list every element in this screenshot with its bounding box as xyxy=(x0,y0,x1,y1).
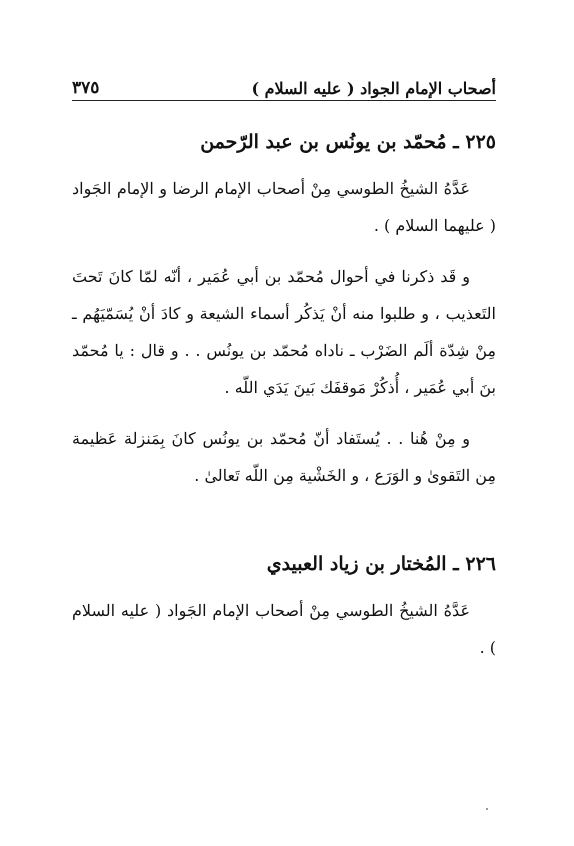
entry-225-paragraph-3: و مِنْ هُنا . . يُستَفاد أنّ مُحمّد بن يونُس كانَ بِمَنزلة عَظيمة مِن التَقوىٰ و الوَرَع ، و الخَشْية مِن اللّه تَعالىٰ . xyxy=(72,429,496,485)
entry-heading-226: ٢٢٦ ـ المُختار بن زياد العبيدي xyxy=(266,553,496,575)
page-body xyxy=(72,116,496,666)
page-number: ٣٧٥ xyxy=(72,78,100,98)
header-rule xyxy=(72,100,496,101)
entry-heading-225: ٢٢٥ ـ مُحمّد بن يونُس بن عبد الرّحمن xyxy=(200,131,496,153)
running-title: أصحاب الإمام الجواد ( عليه السلام ) xyxy=(251,79,496,98)
entry-225-paragraph-1: عَدَّهُ الشيخُ الطوسي مِنْ أصحاب الإمام الرضا و الإمام الجَواد ( عليهما السلام ) . xyxy=(72,179,496,235)
entry-225-paragraph-2: و قَد ذكرنا في أحوال مُحمّد بن أبي عُمَير ، أنّه لمّا كانَ تَحتَ التَعذيب ، و طلبوا منه أنْ يَذكُر أسماء الشيعة و كادَ أنْ يُسَمّيَهُم ـ مِنْ شِدّة ألَم الضَرْب ـ ناداه مُحمّد بن يونُس . . و قال : يا مُحمّد بنَ أبي عُمَير ، أُذكُرْ مَوقفَك بَينَ يَدَي اللّه . xyxy=(72,267,497,397)
running-header xyxy=(72,68,496,98)
entry-226-paragraph-1: عَدَّهُ الشيخُ الطوسي مِنْ أصحاب الإمام الجَواد ( عليه السلام ) . xyxy=(72,601,496,657)
stray-mark xyxy=(486,808,488,810)
